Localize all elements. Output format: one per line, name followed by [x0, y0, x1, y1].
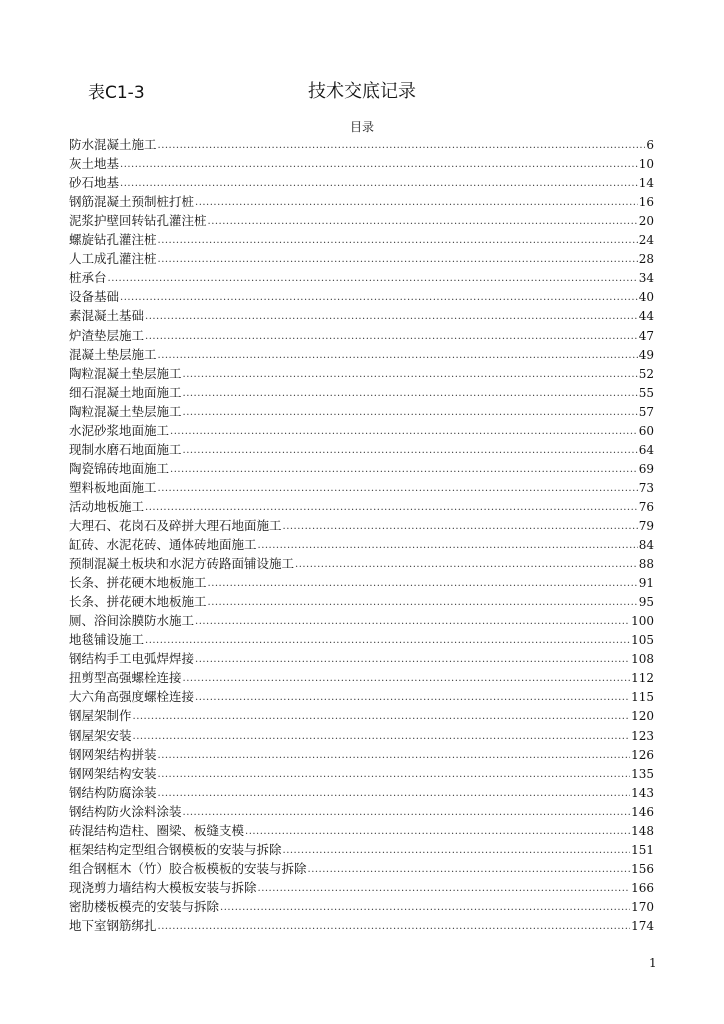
toc-entry-title: 螺旋钻孔灌注桩 — [69, 232, 157, 248]
toc-dot-leader — [170, 426, 638, 438]
toc-dot-leader — [158, 769, 631, 781]
toc-entry-title: 地毯铺设施工 — [69, 632, 145, 648]
toc-entry-page: 20 — [638, 214, 654, 229]
toc-entry[interactable] — [69, 819, 654, 838]
toc-dot-leader — [208, 597, 638, 609]
toc-entry[interactable] — [69, 533, 654, 552]
toc-entry-title: 厕、浴间涂膜防水施工 — [69, 613, 195, 629]
toc-entry-title: 灰土地基 — [69, 156, 120, 172]
toc-entry-page: 44 — [638, 309, 654, 324]
toc-entry-title: 素混凝土基础 — [69, 308, 145, 324]
toc-dot-leader — [145, 635, 630, 647]
toc-entry-page: 79 — [638, 518, 654, 533]
document-title: 技术交底记录 — [308, 81, 416, 102]
toc-dot-leader — [145, 331, 638, 343]
toc-dot-leader — [183, 407, 638, 419]
toc-entry[interactable] — [69, 666, 654, 685]
toc-dot-leader — [133, 731, 631, 743]
toc-entry[interactable] — [69, 609, 654, 628]
toc-entry[interactable] — [69, 781, 654, 800]
toc-entry-page: 170 — [631, 899, 654, 914]
toc-entry-title: 钢筋混凝土预制桩打桩 — [69, 194, 195, 210]
toc-dot-leader — [195, 616, 630, 628]
toc-entry-title: 砖混结构造柱、圈梁、板缝支模 — [69, 822, 245, 838]
toc-entry[interactable] — [69, 438, 654, 457]
toc-entry-page: 91 — [638, 576, 654, 591]
toc-entry-title: 陶粒混凝土垫层施工 — [69, 403, 182, 419]
toc-entry-page: 174 — [631, 918, 654, 933]
toc-entry[interactable] — [69, 590, 654, 609]
toc-entry[interactable] — [69, 400, 654, 419]
toc-entry-title: 钢结构手工电弧焊焊接 — [69, 651, 195, 667]
toc-entry-page: 151 — [631, 842, 654, 857]
toc-dot-leader — [145, 502, 638, 514]
toc-entry-page: 166 — [631, 880, 654, 895]
toc-entry-page: 24 — [638, 233, 654, 248]
toc-entry-page: 143 — [631, 785, 654, 800]
toc-entry-title: 长条、拼花硬木地板施工 — [69, 594, 207, 610]
table-number: 表C1-3 — [88, 83, 145, 103]
toc-entry-page: 100 — [631, 614, 654, 629]
toc-entry[interactable] — [69, 152, 654, 171]
toc-dot-leader — [158, 350, 638, 362]
toc-entry-page: 108 — [631, 652, 654, 667]
toc-dot-leader — [295, 559, 638, 571]
toc-entry[interactable] — [69, 381, 654, 400]
toc-entry-title: 钢结构防火涂料涂装 — [69, 803, 182, 819]
toc-entry[interactable] — [69, 133, 654, 152]
toc-entry-page: 16 — [638, 195, 654, 210]
toc-entry-page: 135 — [631, 766, 654, 781]
toc-entry[interactable] — [69, 685, 654, 704]
toc-entry[interactable] — [69, 343, 654, 362]
toc-entry-page: 112 — [631, 671, 654, 686]
toc-entry[interactable] — [69, 266, 654, 285]
toc-entry-title: 长条、拼花硬木地板施工 — [69, 575, 207, 591]
toc-dot-leader — [158, 483, 638, 495]
toc-dot-leader — [158, 788, 631, 800]
toc-entry-title: 活动地板施工 — [69, 498, 145, 514]
toc-entry-title: 防水混凝土施工 — [69, 137, 157, 153]
toc-entry[interactable] — [69, 647, 654, 666]
toc-entry-page: 76 — [638, 499, 654, 514]
toc-entry-page: 40 — [638, 290, 654, 305]
toc-dot-leader — [183, 445, 638, 457]
toc-entry-title: 扭剪型高强螺栓连接 — [69, 670, 182, 686]
toc-entry-page: 123 — [631, 728, 654, 743]
toc-entry-title: 钢屋架安装 — [69, 727, 132, 743]
toc-entry[interactable] — [69, 800, 654, 819]
toc-entry-page: 120 — [631, 709, 654, 724]
toc-entry-title: 陶瓷锦砖地面施工 — [69, 460, 170, 476]
toc-entry-title: 桩承台 — [69, 270, 107, 286]
document-title-wrap — [0, 77, 724, 103]
toc-dot-leader — [195, 197, 638, 209]
toc-entry-page: 88 — [638, 557, 654, 572]
toc-entry[interactable] — [69, 723, 654, 742]
toc-entry-page: 156 — [631, 861, 654, 876]
toc-dot-leader — [183, 807, 631, 819]
toc-entry-title: 现浇剪力墙结构大模板安装与拆除 — [69, 879, 257, 895]
toc-entry[interactable] — [69, 457, 654, 476]
toc-entry[interactable] — [69, 362, 654, 381]
toc-entry-page: 14 — [638, 176, 654, 191]
toc-entry[interactable] — [69, 190, 654, 209]
toc-entry-page: 73 — [638, 480, 654, 495]
toc-entry[interactable] — [69, 209, 654, 228]
toc-entry-page: 47 — [638, 328, 654, 343]
toc-dot-leader — [183, 369, 638, 381]
toc-dot-leader — [308, 864, 631, 876]
toc-entry[interactable] — [69, 704, 654, 723]
toc-entry-page: 6 — [646, 138, 654, 153]
toc-dot-leader — [170, 464, 638, 476]
toc-entry-title: 炉渣垫层施工 — [69, 327, 145, 343]
toc-entry-page: 105 — [631, 633, 654, 648]
toc-entry[interactable] — [69, 419, 654, 438]
toc-entry-title: 砂石地基 — [69, 175, 120, 191]
toc-entry-page: 28 — [638, 252, 654, 267]
toc-dot-leader — [120, 159, 638, 171]
toc-dot-leader — [120, 178, 638, 190]
toc-entry-title: 设备基础 — [69, 289, 120, 305]
toc-dot-leader — [158, 235, 638, 247]
toc-entry[interactable] — [69, 247, 654, 266]
toc-dot-leader — [195, 692, 630, 704]
toc-entry[interactable] — [69, 495, 654, 514]
toc-entry-page: 146 — [631, 804, 654, 819]
toc-entry-page: 148 — [631, 823, 654, 838]
toc-entry-title: 大理石、花岗石及碎拼大理石地面施工 — [69, 517, 282, 533]
toc-entry-title: 现制水磨石地面施工 — [69, 441, 182, 457]
toc-entry[interactable] — [69, 304, 654, 323]
toc-entry-title: 密肋楼板模壳的安装与拆除 — [69, 898, 220, 914]
toc-entry-title: 细石混凝土地面施工 — [69, 384, 182, 400]
toc-entry[interactable] — [69, 857, 654, 876]
toc-entry-page: 84 — [638, 538, 654, 553]
toc-entry[interactable] — [69, 552, 654, 571]
toc-entry[interactable] — [69, 285, 654, 304]
toc-entry[interactable] — [69, 476, 654, 495]
toc-entry[interactable] — [69, 762, 654, 781]
toc-dot-leader — [208, 578, 638, 590]
toc-entry[interactable] — [69, 171, 654, 190]
toc-dot-leader — [258, 883, 631, 895]
toc-heading: 目录 — [349, 120, 374, 134]
toc-entry[interactable] — [69, 876, 654, 895]
toc-entry-title: 泥浆护壁回转钻孔灌注桩 — [69, 213, 207, 229]
toc-entry-page: 49 — [638, 347, 654, 362]
toc-entry[interactable] — [69, 571, 654, 590]
toc-entry-title: 人工成孔灌注桩 — [69, 251, 157, 267]
toc-dot-leader — [158, 921, 631, 933]
toc-entry-page: 69 — [638, 461, 654, 476]
toc-entry-title: 缸砖、水泥花砖、通体砖地面施工 — [69, 537, 257, 553]
toc-dot-leader — [158, 750, 631, 762]
toc-entry-title: 组合钢框木（竹）胶合板模板的安装与拆除 — [69, 860, 307, 876]
toc-entry[interactable] — [69, 838, 654, 857]
toc-entry-title: 框架结构定型组合钢模板的安装与拆除 — [69, 841, 282, 857]
toc-entry-page: 55 — [638, 385, 654, 400]
toc-entry-title: 钢屋架制作 — [69, 708, 132, 724]
toc-dot-leader — [158, 254, 638, 266]
toc-dot-leader — [183, 388, 638, 400]
toc-dot-leader — [158, 140, 646, 152]
toc-dot-leader — [220, 902, 630, 914]
toc-dot-leader — [145, 311, 638, 323]
toc-entry-title: 陶粒混凝土垫层施工 — [69, 365, 182, 381]
toc-entry-page: 60 — [638, 423, 654, 438]
toc-entry[interactable] — [69, 628, 654, 647]
toc-entry[interactable] — [69, 743, 654, 762]
toc-entry-title: 地下室钢筋绑扎 — [69, 917, 157, 933]
toc-entry[interactable] — [69, 914, 654, 933]
toc-dot-leader — [208, 216, 638, 228]
toc-entry-title: 水泥砂浆地面施工 — [69, 422, 170, 438]
toc-entry-title: 钢网架结构安装 — [69, 765, 157, 781]
toc-entry-title: 钢网架结构拼装 — [69, 746, 157, 762]
toc-entry[interactable] — [69, 895, 654, 914]
toc-list — [69, 133, 654, 933]
toc-dot-leader — [183, 673, 631, 685]
toc-dot-leader — [108, 273, 638, 285]
toc-entry[interactable] — [69, 228, 654, 247]
toc-entry[interactable] — [69, 323, 654, 342]
page-number: 1 — [649, 956, 657, 970]
toc-entry-title: 钢结构防腐涂装 — [69, 784, 157, 800]
toc-entry-title: 预制混凝土板块和水泥方砖路面铺设施工 — [69, 556, 295, 572]
toc-entry-page: 95 — [638, 595, 654, 610]
toc-entry-title: 塑料板地面施工 — [69, 479, 157, 495]
toc-entry-page: 52 — [638, 366, 654, 381]
toc-dot-leader — [120, 292, 638, 304]
toc-entry-title: 大六角高强度螺栓连接 — [69, 689, 195, 705]
toc-dot-leader — [245, 826, 630, 838]
toc-dot-leader — [258, 540, 638, 552]
toc-entry-title: 混凝土垫层施工 — [69, 346, 157, 362]
toc-dot-leader — [283, 521, 638, 533]
toc-entry-page: 115 — [631, 690, 654, 705]
toc-dot-leader — [133, 711, 631, 723]
toc-entry-page: 34 — [638, 271, 654, 286]
toc-dot-leader — [195, 654, 630, 666]
toc-entry-page: 57 — [638, 404, 654, 419]
toc-entry-page: 126 — [631, 747, 654, 762]
toc-entry-page: 64 — [638, 442, 654, 457]
toc-entry[interactable] — [69, 514, 654, 533]
toc-entry-page: 10 — [638, 157, 654, 172]
toc-dot-leader — [283, 845, 631, 857]
